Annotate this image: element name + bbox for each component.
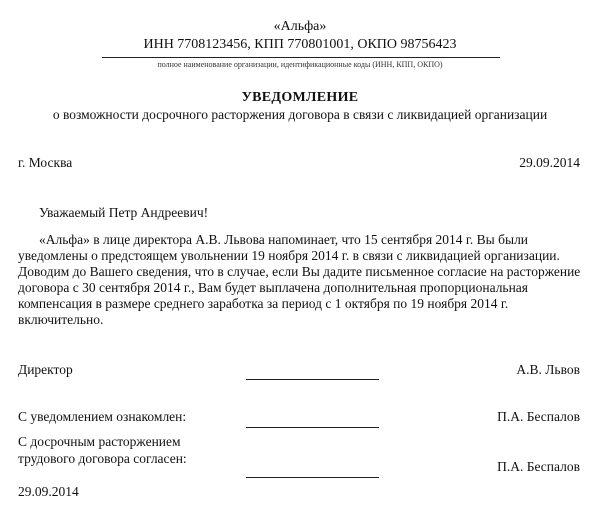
acknowledged-name: П.А. Беспалов xyxy=(497,409,580,424)
organization-name: «Альфа» xyxy=(273,19,327,34)
document-date: 29.09.2014 xyxy=(519,155,580,170)
body-line: договора с 30 сентября 2014 г., Вам будет выплачена дополнительная пропорциональная xyxy=(18,280,529,295)
consent-name: П.А. Беспалов xyxy=(497,459,580,474)
signing-date: 29.09.2014 xyxy=(18,484,79,499)
body-line: уведомлены о предстоящем увольнении 19 ноября 2014 г. в связи с ликвидацией организации. xyxy=(18,248,560,263)
body-line: включительно. xyxy=(18,312,104,327)
acknowledged-signature-line xyxy=(246,427,379,428)
document-title: УВЕДОМЛЕНИЕ xyxy=(241,90,359,105)
consent-label-line-1: С досрочным расторжением xyxy=(18,434,181,449)
organization-caption: полное наименование организации, идентификационные коды (ИНН, КПП, ОКПО) xyxy=(157,60,443,69)
document-subtitle: о возможности досрочного расторжения договора в связи с ликвидацией организации xyxy=(52,107,548,122)
body-line: Доводим до Вашего сведения, что в случае, если Вы дадите письменное согласие на расторжение xyxy=(18,264,581,279)
consent-label-line-2: трудового договора согласен: xyxy=(18,451,187,466)
director-name: А.В. Львов xyxy=(516,362,580,377)
notice-body xyxy=(18,232,582,328)
acknowledged-label: С уведомлением ознакомлен: xyxy=(18,409,187,424)
director-label: Директор xyxy=(18,362,73,377)
document-city: г. Москва xyxy=(18,155,73,170)
body-line: компенсация в размере среднего заработка за период с 1 октября по 19 ноября 2014 г. xyxy=(18,296,509,311)
body-line: «Альфа» в лице директора А.В. Львова напоминает, что 15 сентября 2014 г. Вы были xyxy=(39,232,529,247)
greeting: Уважаемый Петр Андреевич! xyxy=(39,205,209,220)
organization-underline xyxy=(102,57,500,58)
director-signature-line xyxy=(246,379,379,380)
organization-codes: ИНН 7708123456, КПП 770801001, ОКПО 98756423 xyxy=(143,37,457,52)
consent-signature-line xyxy=(246,477,379,478)
